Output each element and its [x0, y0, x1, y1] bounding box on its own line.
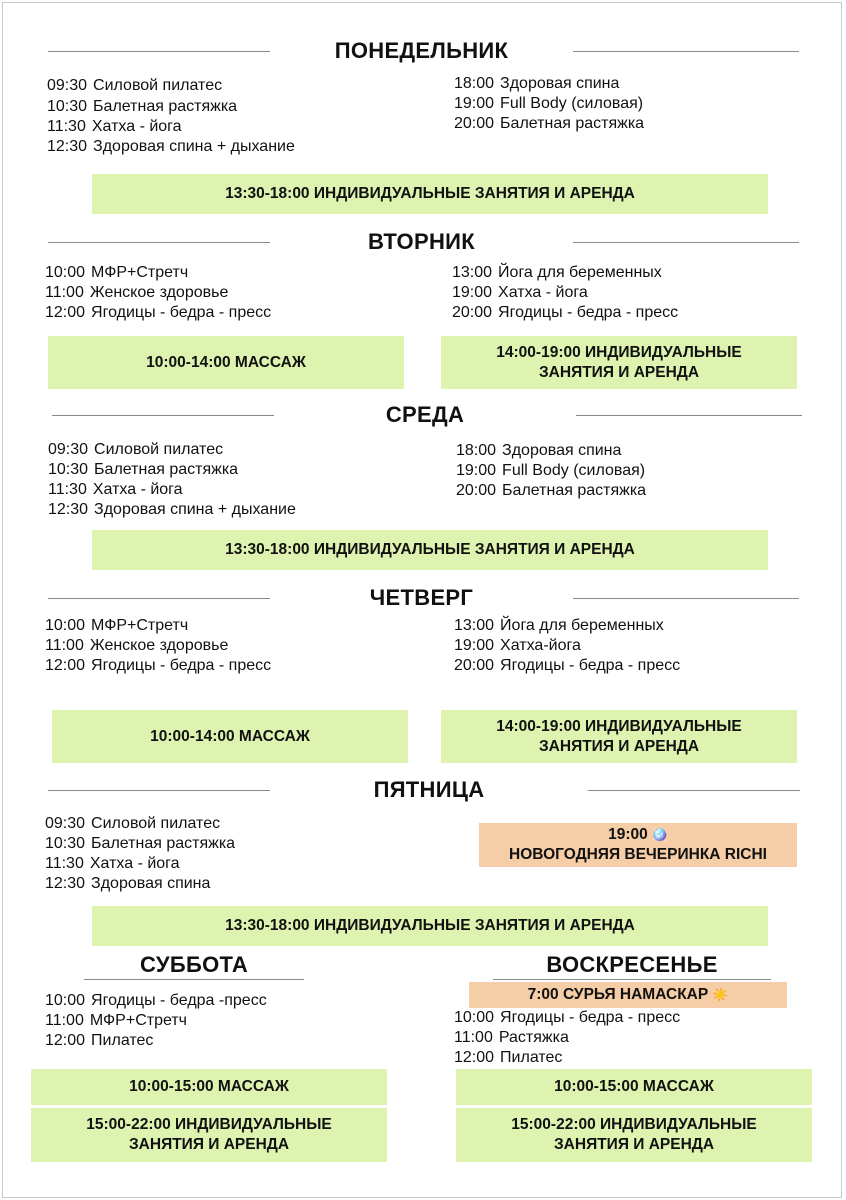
class-item: 18:00 Здоровая спина [454, 75, 620, 92]
divider-line [48, 242, 270, 243]
class-item: 18:00 Здоровая спина [456, 442, 622, 459]
day-title-monday: ПОНЕДЕЛЬНИК [334, 38, 509, 63]
class-item: 20:00 Ягодицы - бедра - пресс [454, 657, 681, 674]
thursday-right-classes [454, 616, 680, 676]
saturday-rental-bar [31, 1108, 387, 1162]
divider-line [588, 790, 800, 791]
class-item: 10:30 Балетная растяжка [48, 461, 239, 478]
class-item: 20:00 Ягодицы - бедра - пресс [452, 304, 679, 321]
class-item: 12:30 Здоровая спина + дыхание [48, 501, 296, 518]
sunday-surya-event [469, 982, 787, 1008]
class-item: 12:00 Пилатес [454, 1049, 563, 1066]
divider-line [48, 598, 270, 599]
day-title-tuesday: ВТОРНИК [368, 229, 475, 254]
thursday-massage-bar: 10:00-14:00 МАССАЖ [52, 710, 408, 763]
class-item: 12:00 Пилатес [45, 1032, 154, 1049]
class-item: 10:00 Ягодицы - бедра -пресс [45, 992, 267, 1009]
bar-line: 14:00-19:00 ИНДИВИДУАЛЬНЫЕ [496, 343, 742, 361]
thursday-rental-bar [441, 710, 797, 763]
sunday-rental-bar [456, 1108, 812, 1162]
monday-left-classes [47, 76, 295, 157]
day-title-friday: ПЯТНИЦА [373, 777, 485, 802]
day-title-thursday: ЧЕТВЕРГ [369, 585, 474, 610]
class-item: 09:30 Силовой пилатес [45, 815, 221, 832]
tuesday-massage-bar: 10:00-14:00 МАССАЖ [48, 336, 404, 389]
divider-line [48, 790, 270, 791]
class-item: 11:00 Растяжка [454, 1029, 569, 1046]
event-name: 7:00 СУРЬЯ НАМАСКАР [527, 986, 709, 1003]
saturday-massage-bar: 10:00-15:00 МАССАЖ [31, 1069, 387, 1105]
class-item: 19:00 Full Body (силовая) [454, 95, 644, 112]
wednesday-rental-bar: 13:30-18:00 ИНДИВИДУАЛЬНЫЕ ЗАНЯТИЯ И АРЕНДА [92, 530, 768, 570]
class-item: 11:30 Хатха - йога [48, 481, 183, 498]
class-item: 12:00 Ягодицы - бедра - пресс [45, 304, 272, 321]
sunday-classes [454, 1008, 680, 1068]
class-item: 11:00 Женское здоровье [45, 637, 229, 654]
divider-line [576, 415, 802, 416]
day-title-wednesday: СРЕДА [385, 402, 465, 427]
sun-icon: ☀️ [712, 987, 729, 1002]
divider-line [493, 979, 771, 980]
divider-line [573, 51, 799, 52]
class-item: 20:00 Балетная растяжка [456, 482, 647, 499]
class-item: 10:30 Балетная растяжка [45, 835, 236, 852]
friday-party-event [479, 823, 797, 867]
friday-rental-bar: 13:30-18:00 ИНДИВИДУАЛЬНЫЕ ЗАНЯТИЯ И АРЕНДА [92, 906, 768, 946]
class-item: 10:30 Балетная растяжка [47, 98, 238, 115]
class-item: 19:00 Хатха - йога [452, 284, 588, 301]
monday-rental-bar: 13:30-18:00 ИНДИВИДУАЛЬНЫЕ ЗАНЯТИЯ И АРЕНДА [92, 174, 768, 214]
monday-right-classes [454, 74, 644, 134]
event-time: 19:00 🪩 [608, 826, 668, 843]
tuesday-rental-bar [441, 336, 797, 389]
day-title-saturday: СУББОТА [139, 952, 249, 977]
event-name: НОВОГОДНЯЯ ВЕЧЕРИНКА RICHI [509, 846, 767, 863]
class-item: 13:00 Йога для беременных [454, 617, 664, 634]
bar-line: 15:00-22:00 ИНДИВИДУАЛЬНЫЕ [511, 1116, 757, 1133]
tuesday-right-classes [452, 263, 678, 323]
class-item: 20:00 Балетная растяжка [454, 115, 645, 132]
divider-line [52, 415, 274, 416]
class-item: 12:00 Ягодицы - бедра - пресс [45, 657, 272, 674]
wednesday-left-classes [48, 440, 296, 520]
divider-line [84, 979, 304, 980]
divider-line [573, 598, 799, 599]
day-title-sunday: ВОСКРЕСЕНЬЕ [546, 952, 718, 977]
thursday-left-classes [45, 616, 271, 676]
sunday-massage-bar: 10:00-15:00 МАССАЖ [456, 1069, 812, 1105]
class-item: 09:30 Силовой пилатес [47, 77, 223, 94]
divider-line [48, 51, 270, 52]
class-item: 10:00 МФР+Стретч [45, 264, 189, 281]
class-item: 11:30 Хатха - йога [45, 855, 180, 872]
bar-line: ЗАНЯТИЯ И АРЕНДА [538, 737, 700, 755]
class-item: 10:00 Ягодицы - бедра - пресс [454, 1009, 681, 1026]
divider-line [573, 242, 799, 243]
bar-line: ЗАНЯТИЯ И АРЕНДА [128, 1136, 290, 1153]
class-item: 11:00 Женское здоровье [45, 284, 229, 301]
wednesday-right-classes [456, 441, 646, 501]
disco-ball-icon: 🪩 [651, 827, 668, 842]
class-item: 19:00 Хатха-йога [454, 637, 581, 654]
class-item: 13:00 Йога для беременных [452, 264, 662, 281]
bar-line: ЗАНЯТИЯ И АРЕНДА [553, 1136, 715, 1153]
bar-line: 14:00-19:00 ИНДИВИДУАЛЬНЫЕ [496, 717, 742, 735]
saturday-classes [45, 991, 267, 1051]
tuesday-left-classes [45, 263, 271, 323]
class-item: 09:30 Силовой пилатес [48, 441, 224, 458]
class-item: 11:30 Хатха - йога [47, 118, 182, 135]
class-item: 10:00 МФР+Стретч [45, 617, 189, 634]
class-item: 12:30 Здоровая спина + дыхание [47, 138, 295, 155]
class-item: 12:30 Здоровая спина [45, 875, 211, 892]
class-item: 19:00 Full Body (силовая) [456, 462, 646, 479]
bar-line: 15:00-22:00 ИНДИВИДУАЛЬНЫЕ [86, 1116, 332, 1133]
bar-line: ЗАНЯТИЯ И АРЕНДА [538, 363, 700, 381]
class-item: 11:00 МФР+Стретч [45, 1012, 187, 1029]
friday-classes [45, 814, 235, 894]
